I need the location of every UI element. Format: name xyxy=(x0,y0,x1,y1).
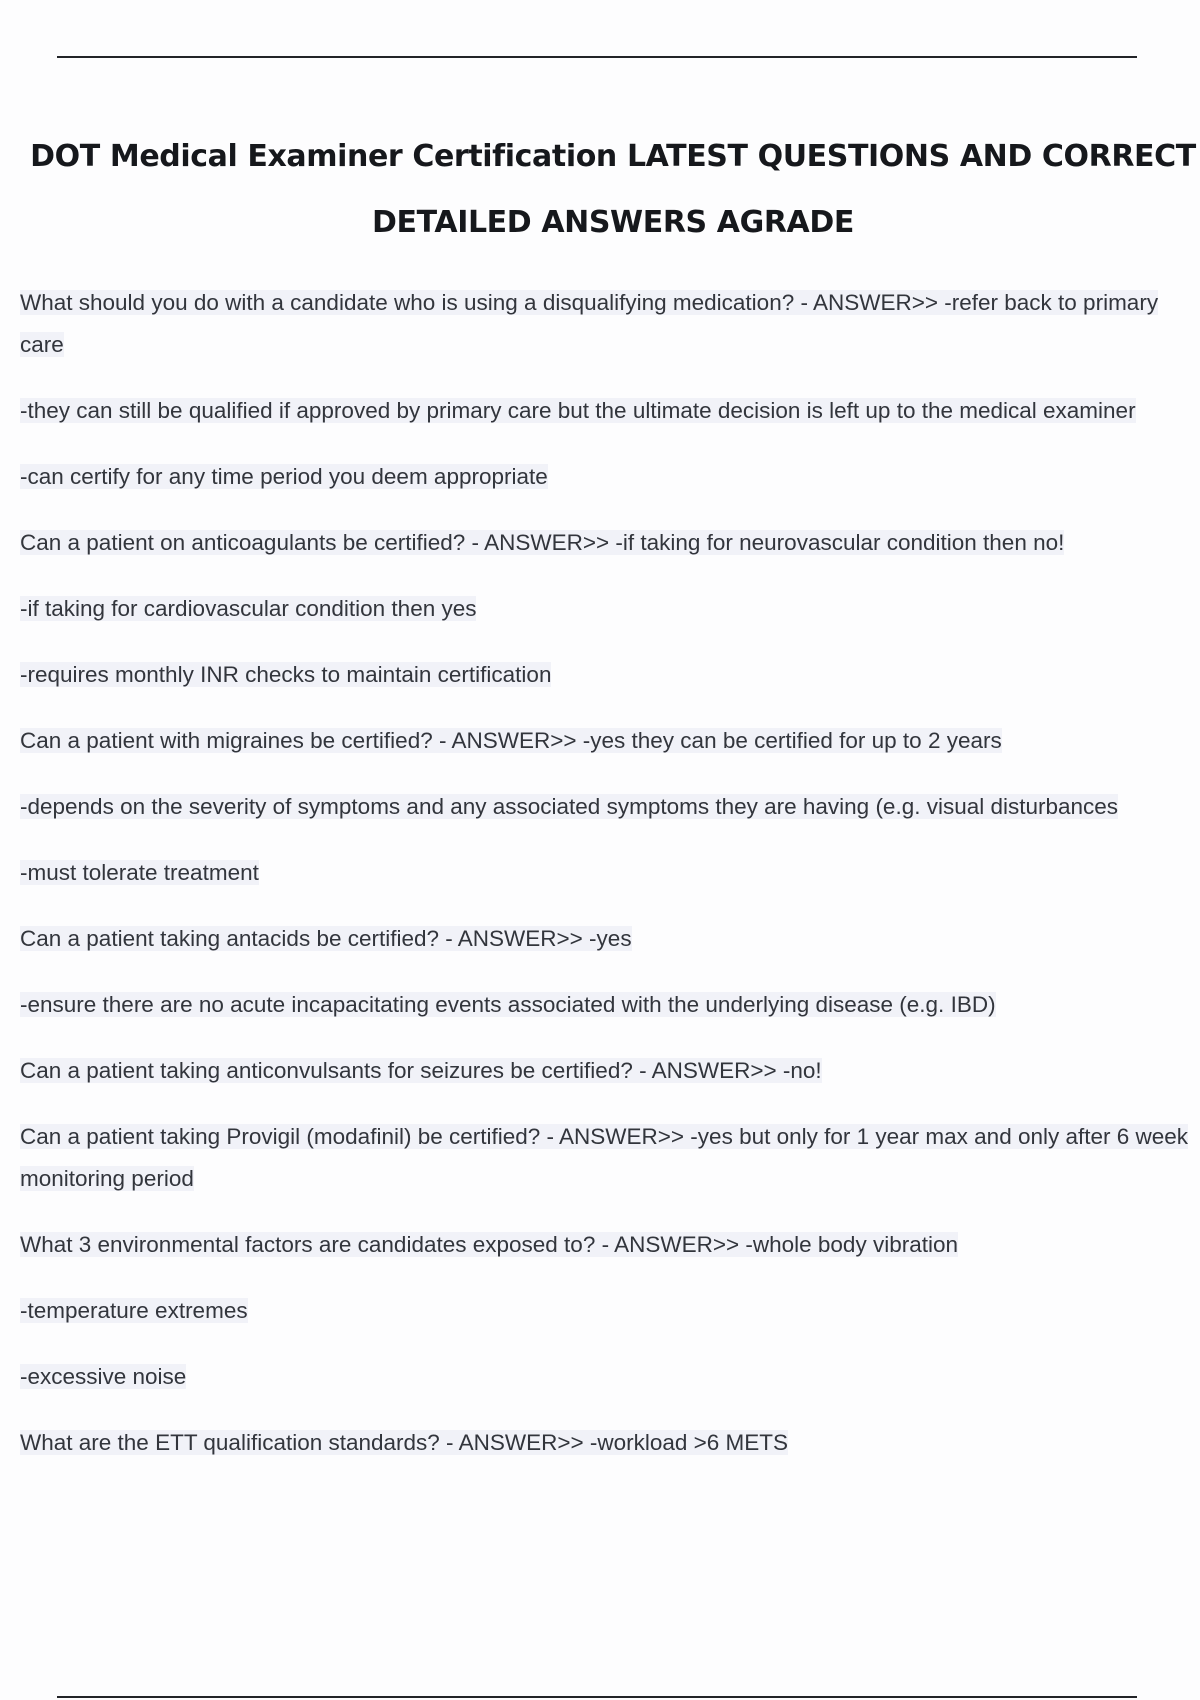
paragraph: -temperature extremes xyxy=(20,1298,248,1323)
paragraph: Can a patient taking Provigil (modafinil) be certified? - ANSWER>> -yes but only for 1 year max and only after 6 week monitoring period xyxy=(20,1124,1189,1191)
paragraph: Can a patient taking anticonvulsants for seizures be certified? - ANSWER>> -no! xyxy=(20,1058,822,1083)
paragraph: -if taking for cardiovascular condition then yes xyxy=(20,596,477,621)
paragraph: Can a patient taking antacids be certified? - ANSWER>> -yes xyxy=(20,926,632,951)
paragraph: -ensure there are no acute incapacitating events associated with the underlying disease (e.g. IBD) xyxy=(20,992,996,1017)
paragraph: What should you do with a candidate who is using a disqualifying medication? - ANSWER>> -refer back to primary care xyxy=(20,290,1159,357)
paragraph: -they can still be qualified if approved by primary care but the ultimate decision is left up to the medical examiner xyxy=(20,398,1136,423)
paragraph: -must tolerate treatment xyxy=(20,860,259,885)
top-rule xyxy=(57,56,1137,58)
paragraph: What are the ETT qualification standards? - ANSWER>> -workload >6 METS xyxy=(20,1430,789,1455)
paragraph: What 3 environmental factors are candidates exposed to? - ANSWER>> -whole body vibration xyxy=(20,1232,958,1257)
paragraph: -can certify for any time period you deem appropriate xyxy=(20,464,548,489)
paragraph: -depends on the severity of symptoms and any associated symptoms they are having (e.g. visual disturbances xyxy=(20,794,1119,819)
paragraph: Can a patient with migraines be certified? - ANSWER>> -yes they can be certified for up to 2 years xyxy=(20,728,1002,753)
bottom-rule xyxy=(57,1696,1137,1698)
document-title: DOT Medical Examiner Certification LATEST QUESTIONS AND CORRECT DETAILED ANSWERS AGRADE xyxy=(30,139,1196,240)
paragraph: -excessive noise xyxy=(20,1364,187,1389)
paragraph: Can a patient on anticoagulants be certified? - ANSWER>> -if taking for neurovascular condition then no! xyxy=(20,530,1065,555)
paragraph: -requires monthly INR checks to maintain certification xyxy=(20,662,552,687)
document-body xyxy=(20,282,1200,1488)
